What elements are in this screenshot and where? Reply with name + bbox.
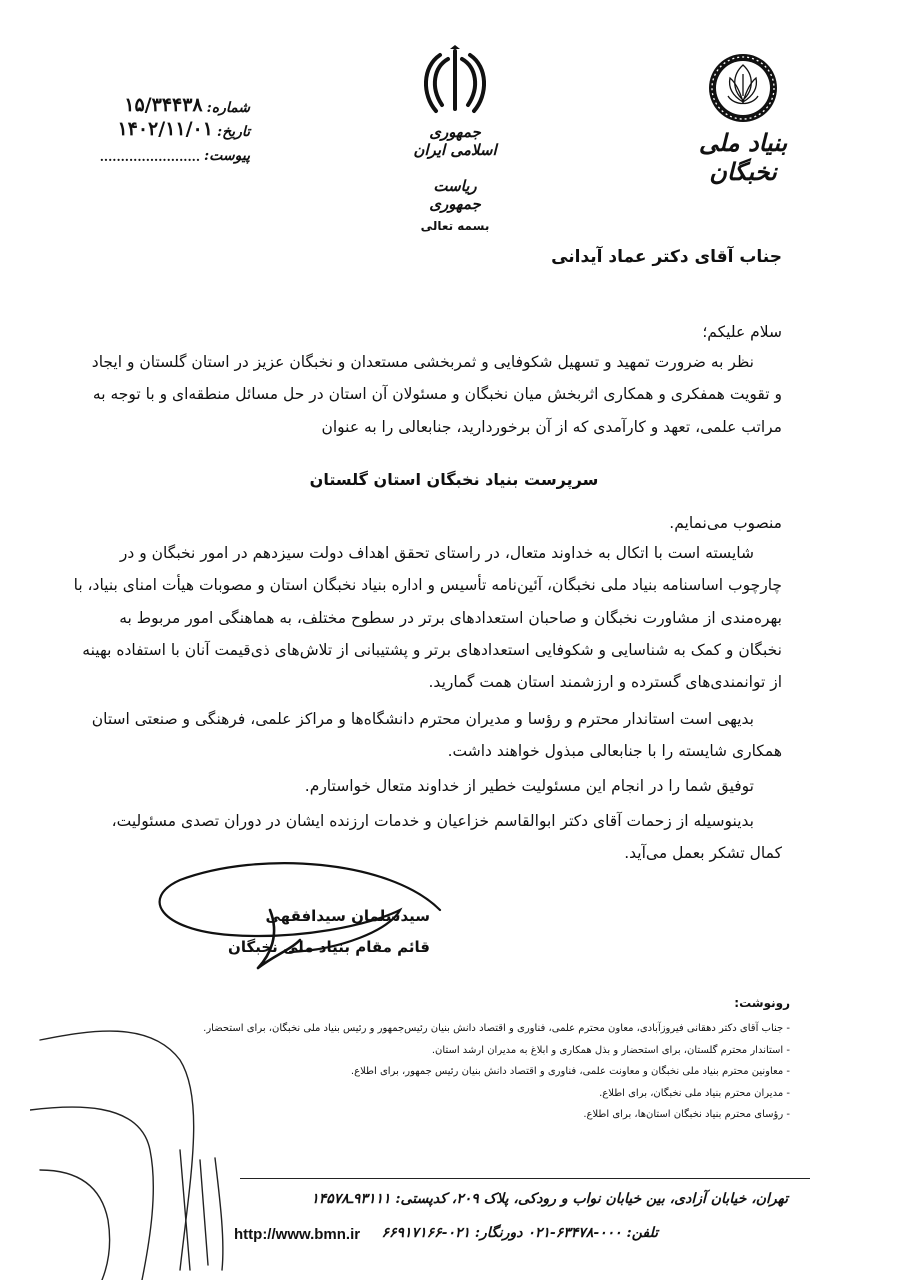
signatory-title: قائم مقام بنیاد ملی نخبگان: [228, 938, 430, 956]
recipient: جناب آقای دکتر عماد آیدانی: [551, 247, 782, 267]
meta-number-value: ۱۵/۳۴۴۳۸: [124, 94, 203, 116]
list-item: - معاونین محترم بنیاد ملی نخبگان و معاونت علمی، فناوری و اقتصاد دانش بنیان رئیس جمهور، برای اطلاع.: [203, 1061, 790, 1083]
emblem-line-presidency: ریاست جمهوری: [429, 177, 481, 213]
footer-address: تهران، خیابان آزادی، بین خیابان نواب و رودکی، پلاک ۲۰۹، کدپستی: ۹۳۱۱۱ـ۱۴۵۷۸: [311, 1191, 788, 1207]
list-item: - مدیران محترم بنیاد ملی نخبگان، برای اطلاع.: [203, 1083, 790, 1105]
paragraph-line: همکاری شایسته را با جنابعالی مبذول خواهند داشت.: [447, 742, 782, 761]
national-emblem: [405, 45, 505, 233]
footer-website-link[interactable]: http://www.bmn.ir: [234, 1226, 361, 1243]
paragraph-intro: [91, 346, 782, 443]
meta-date-row: [90, 116, 250, 140]
emblem-line-basmala: بسمه تعالی: [420, 219, 490, 233]
paragraph-wish: توفیق شما را در انجام این مسئولیت خطیر از خداوند متعال خواستارم.: [304, 777, 754, 795]
emblem-icon: [420, 45, 490, 117]
position-title: سرپرست بنیاد نخبگان استان گلستان: [309, 470, 599, 489]
paragraph-line: بدینوسیله از زحمات آقای دکتر ابوالقاسم خزاعیان و خدمات ارزنده ایشان در دوران تصدی مسئولیت،: [111, 812, 754, 830]
meta-attachment-value: ........................: [99, 150, 200, 164]
paragraph-line: بهره‌مندی از مشاورت نخبگان و صاحبان استعدادهای برتر در سطوح مختلف، به هماهنگی امور مربوط به: [119, 608, 782, 627]
salutation: سلام علیکم؛: [702, 323, 782, 341]
paragraph-line: نخبگان و کمک به شناسایی و شکوفایی استعدادهای برتر و پشتیبانی از تلاش‌های ذی‌قیمت آنان با استفاده بهینه: [82, 640, 782, 659]
footer-phones: تلفن: ۰۰۰-۶۳۴۷۸-۰۲۱ دورنگار: ۰۲۱-۶۶۹۱۷۱۶۶: [381, 1225, 658, 1241]
footer-divider: [240, 1178, 810, 1179]
paragraph-line: بدیهی است استاندار محترم و رؤسا و مدیران محترم دانشگاه‌ها و مراکز علمی، فرهنگی و صنعتی استان: [91, 710, 754, 728]
meta-attachment-row: [90, 140, 250, 164]
org-logo: [688, 50, 798, 186]
cc-list: [203, 1018, 790, 1126]
paragraph-line: از توانمندی‌های گسترده و ارزشمند استان همت گمارید.: [428, 673, 782, 692]
meta-number-row: [90, 92, 250, 116]
org-logo-text: بنیاد ملی نخبگان: [698, 128, 788, 186]
paragraph-cooperation: [92, 703, 782, 768]
paragraph-duties: [73, 537, 782, 698]
meta-date-value: ۱۴۰۲/۱۱/۰۱: [117, 118, 213, 140]
cc-title: رونوشت:: [734, 996, 790, 1010]
list-item: - رؤسای محترم بنیاد نخبگان استان‌ها، برای اطلاع.: [203, 1104, 790, 1126]
list-item: - استاندار محترم گلستان، برای استحضار و بذل همکاری و ابلاغ به مدیران ارشد استان.: [203, 1040, 790, 1062]
paragraph-line: نظر به ضرورت تمهید و تسهیل شکوفایی و ثمربخشی مستعدان و نخبگان عزیز در استان گلستان و ایجاد: [91, 353, 754, 371]
meta-attachment-label: پیوست:: [204, 148, 250, 164]
paragraph-line: کمال تشکر بعمل می‌آید.: [624, 844, 782, 863]
paragraph-line: و تقویت همفکری و همکاری اثربخش میان نخبگان و مسئولان آن استان در حل مسائل منطقه‌ای و با توجه به: [92, 385, 782, 404]
letter-meta: [90, 92, 250, 164]
meta-date-label: تاریخ:: [216, 124, 250, 140]
paragraph-line: مراتب علمی، تعهد و کارآمدی که از آن برخوردارید، جنابعالی را به عنوان: [321, 417, 782, 436]
paragraph-line: شایسته است با اتکال به خداوند متعال، در راستای تحقق اهداف دولت سیزدهم در امور نخبگان و در: [119, 544, 754, 562]
paragraph-line: چارچوب اساسنامه بنیاد ملی نخبگان، آئین‌نامه تأسیس و اداره بنیاد نخبگان استان و مصوبات هیأت امنای بنیاد، با: [73, 576, 782, 595]
signatory-name: سیدسلمان سیدافقهی: [265, 907, 430, 925]
meta-number-label: شماره:: [206, 100, 250, 116]
appointment-text: منصوب می‌نمایم.: [669, 514, 782, 532]
emblem-line-iran: جمهوری اسلامی ایران: [413, 123, 497, 159]
list-item: - جناب آقای دکتر دهقانی فیروزآبادی، معاون محترم علمی، فناوری و اقتصاد دانش بنیان رئیس‌جمهور و رئیس بنیاد ملی نخبگان، برای استحضار.: [203, 1018, 790, 1040]
org-logo-icon: [688, 50, 798, 130]
